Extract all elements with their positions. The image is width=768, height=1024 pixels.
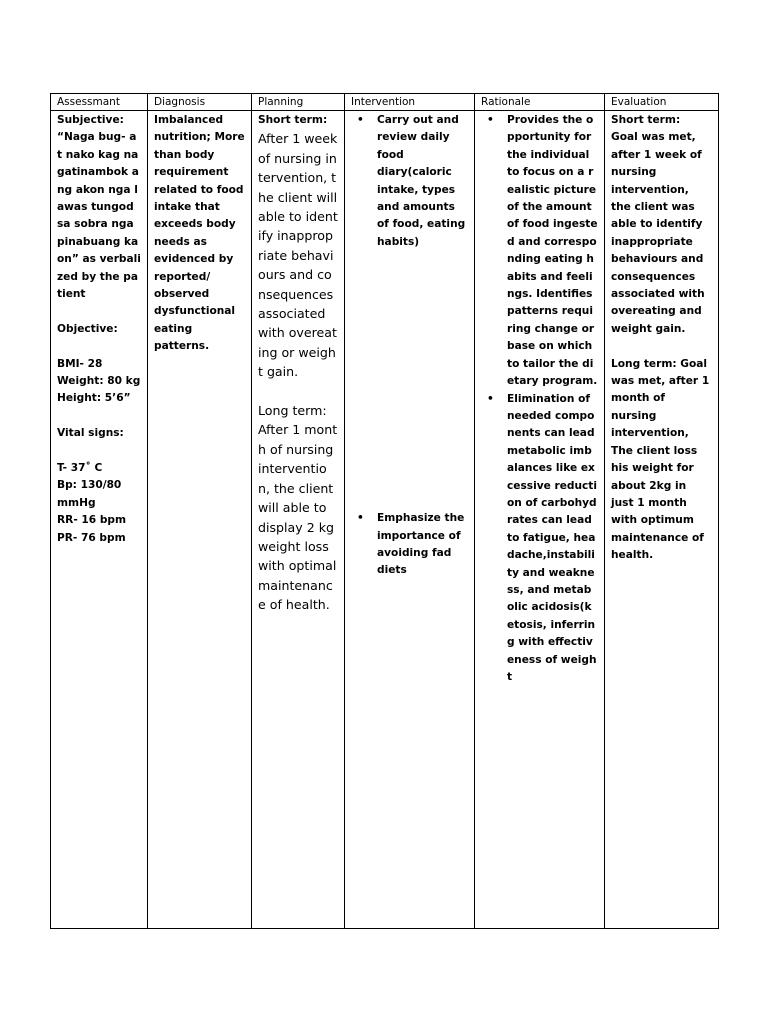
evaluation-cell (605, 111, 719, 929)
evaluation-short-term-text: Goal was met, after 1 week of nursing intervention, the client was able to identify inappropriate behaviours and consequences associated with overeating and weight gain. (611, 131, 705, 335)
intervention-cell (345, 111, 475, 929)
temperature-value: T- 37˚ C (57, 462, 103, 475)
header-row (51, 94, 719, 111)
planning-cell (252, 111, 345, 929)
content-row (51, 111, 719, 929)
rationale-cell (475, 111, 605, 929)
evaluation-long-term-text: Long term: Goal was met, after 1 month of nursing intervention, The client loss his weight for about 2kg in just 1 month with optimum maintenance of health. (611, 357, 710, 562)
planning-short-term-label: Short term: (258, 114, 328, 126)
rationale-item-fad-diets: • Elimination of needed components can lead metabolic imbalances like excessive reduction of carbohydrates can lead to fatigue, headache,instability and weakness, and metabolic acidosis(ketosis, inferring with effectiveness of weight (507, 391, 598, 687)
objective-label: Objective: (57, 322, 118, 335)
evaluation-short-term-label: Short term: (611, 114, 681, 126)
subjective-quote: “Naga bug- at nako kag nagatinambok ang akon nga lawas tungod sa sobra nga pinabuang kaon” as verbalized by the patient (57, 131, 141, 301)
pulse-rate-value: PR- 76 bpm (57, 531, 126, 544)
intervention-list-2 (351, 510, 468, 580)
vital-signs-label: Vital signs: (57, 427, 124, 440)
planning-short-term-text: After 1 week of nursing intervention, the client will able to identify inappropriate behaviours and consequences associated with overeating or weight gain. (258, 131, 338, 380)
weight-value: Weight: 80 kg (57, 375, 141, 388)
bmi-value: BMI- 28 (57, 357, 103, 370)
intervention-item-food-diary: • Carry out and review daily food diary(caloric intake, types and amounts of food, eating habits) (377, 112, 468, 251)
nursing-care-plan-table (50, 93, 719, 929)
intervention-list (351, 112, 468, 251)
header-planning: Planning (252, 94, 345, 111)
header-evaluation: Evaluation (605, 94, 719, 111)
header-diagnosis: Diagnosis (148, 94, 252, 111)
intervention-item-fad-diets: • Emphasize the importance of avoiding fad diets (377, 510, 468, 580)
header-intervention: Intervention (345, 94, 475, 111)
diagnosis-text: Imbalanced nutrition; More than body requirement related to food intake that exceeds body needs as evidenced by reported/ observed dysfunctional eating patterns. (154, 114, 245, 353)
rationale-item-food-diary: • Provides the opportunity for the individual to focus on a realistic picture of the amount of food ingested and corresponding eating habits and feelings. Identifies patterns requiring change or base on which to tailor the dietary program. (507, 112, 598, 391)
header-rationale: Rationale (475, 94, 605, 111)
blood-pressure-value: Bp: 130/80 mmHg (57, 479, 122, 509)
assessment-cell (51, 111, 148, 929)
planning-long-term-text: Long term: After 1 month of nursing intervention, the client will able to display 2 kg weight loss with optimal maintenance of health. (258, 403, 338, 613)
height-value: Height: 5’6” (57, 392, 131, 405)
header-assessment: Assessmant (51, 94, 148, 111)
diagnosis-cell (148, 111, 252, 929)
subjective-label: Subjective: (57, 114, 124, 126)
respiratory-rate-value: RR- 16 bpm (57, 514, 127, 527)
rationale-list (481, 112, 598, 686)
